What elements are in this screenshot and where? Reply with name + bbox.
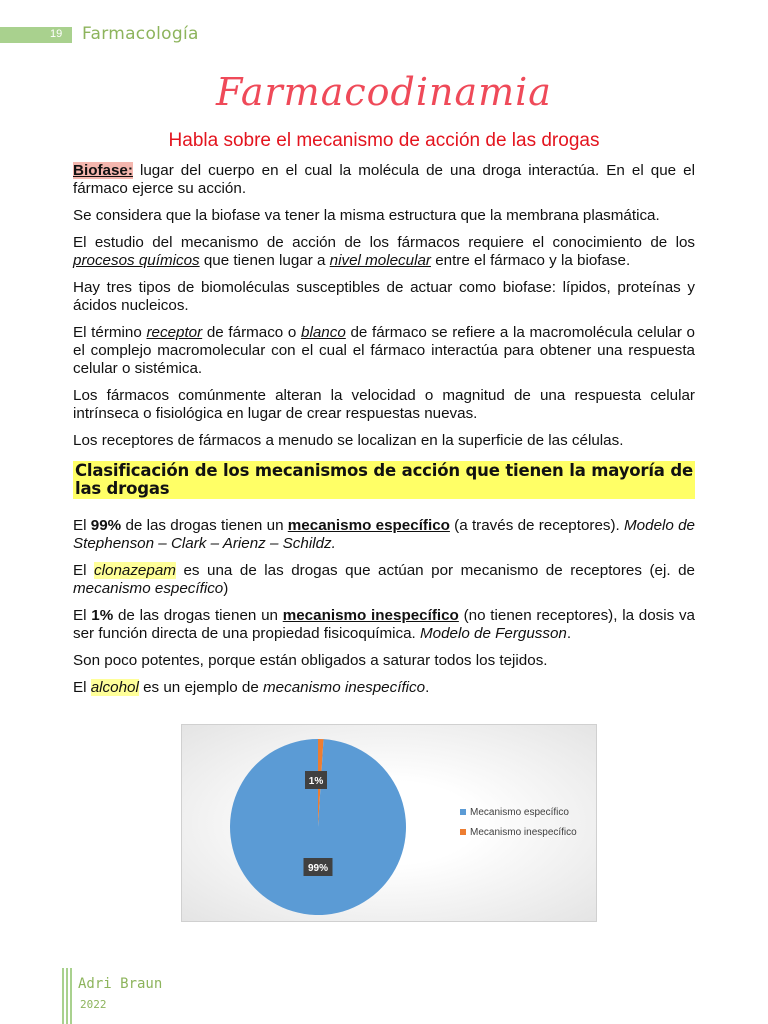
- pie-chart-svg: [182, 725, 596, 921]
- paragraph: El clonazepam es una de las drogas que actúan por mecanismo de receptores (ej. de mecanismo específico): [73, 562, 695, 597]
- paragraph: El 1% de las drogas tienen un mecanismo inespecífico (no tienen receptores), la dosis va ser función directa de una propiedad fisicoquímica. Modelo de Fergusson.: [73, 607, 696, 642]
- legend-entry: Mecanismo inespecífico: [470, 827, 577, 838]
- paragraph: El 99% de las drogas tienen un mecanismo específico (a través de receptores). Modelo de Stephenson – Clark – Arienz – Schildz.: [73, 517, 695, 552]
- paragraph: El estudio del mecanismo de acción de los fármacos requiere el conocimiento de los procesos químicos que tienen lugar a nivel molecular entre el fármaco y la biofase.: [73, 234, 695, 269]
- pie-slice-especifico: [230, 739, 406, 915]
- pie-data-label: [304, 858, 333, 876]
- header-title: Farmacología: [82, 24, 199, 44]
- legend-swatch: [460, 829, 466, 835]
- paragraph: El alcohol es un ejemplo de mecanismo inespecífico.: [73, 679, 430, 696]
- section-title: Clasificación de los mecanismos de acción que tienen la mayoría de las drogas: [75, 461, 693, 498]
- page-number: 19: [50, 28, 63, 40]
- legend-entry: Mecanismo específico: [470, 807, 569, 818]
- footer-bars: [62, 968, 72, 1024]
- pie-chart: [181, 724, 597, 922]
- page-subtitle: Habla sobre el mecanismo de acción de las drogas: [168, 130, 600, 151]
- footer-author: Adri Braun: [78, 976, 163, 992]
- paragraph: Se considera que la biofase va tener la misma estructura que la membrana plasmática.: [73, 207, 660, 224]
- paragraph: Los receptores de fármacos a menudo se localizan en la superficie de las células.: [73, 432, 624, 449]
- paragraph: Hay tres tipos de biomoléculas susceptibles de actuar como biofase: lípidos, proteínas y ácidos nucleicos.: [73, 279, 695, 314]
- svg-text:99%: 99%: [307, 863, 329, 874]
- legend-swatch: [460, 809, 466, 815]
- paragraph: El término receptor de fármaco o blanco de fármaco se refiere a la macromolécula celular o el complejo macromolecular con el cual el fármaco interactúa para obtener una respuesta celular o sistémica.: [73, 324, 695, 377]
- paragraph: Los fármacos comúnmente alteran la velocidad o magnitud de una respuesta celular intrínseca o fisiológica en lugar de crear respuestas nuevas.: [73, 387, 695, 422]
- paragraph: Son poco potentes, porque están obligados a saturar todos los tejidos.: [73, 652, 548, 669]
- term-biofase: Biofase:: [73, 162, 133, 179]
- pie-data-label: [305, 771, 327, 789]
- footer-year: 2022: [80, 998, 107, 1011]
- page-title: Farmacodinamia: [216, 70, 552, 114]
- content: [73, 162, 695, 706]
- paragraph-biofase: Biofase: lugar del cuerpo en el cual la molécula de una droga interactúa. En el que el fármaco ejerce su acción.: [73, 162, 695, 197]
- svg-text:1%: 1%: [308, 776, 324, 787]
